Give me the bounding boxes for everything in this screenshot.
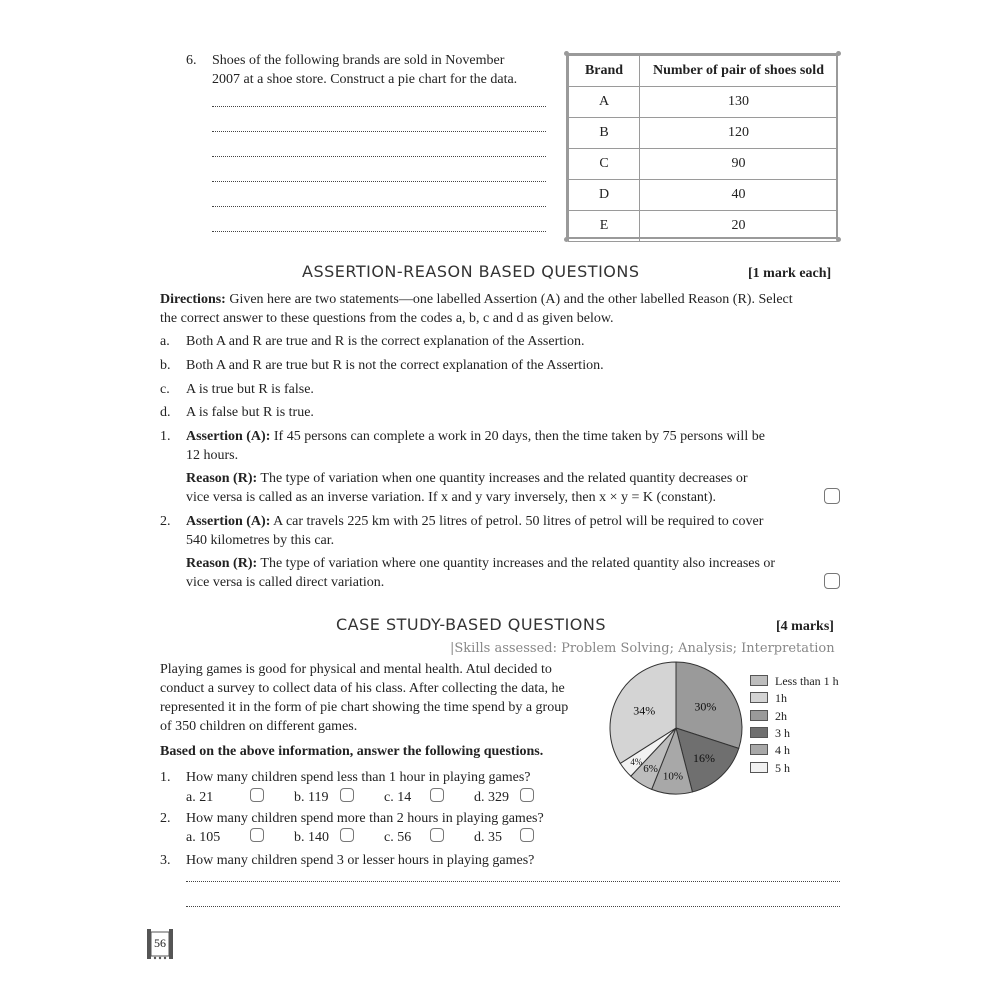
table-row [569,87,838,118]
code-text: A is false but R is true. [186,405,314,420]
table-cell: 90 [640,149,838,180]
question-number: 3. [160,853,171,868]
page-number: 56 [154,936,166,950]
section-title: ASSERTION-REASON BASED QUESTIONS [302,262,640,281]
reason-text: Reason (R): The type of variation when one quantity increases and the related quantity decreases or vice versa is called as an inverse variation. If x and y vary inversely, then x × y = K (constant). [186,471,748,505]
corner-dot [564,237,569,242]
marks-label: [4 marks] [776,619,834,634]
option-a-checkbox[interactable] [250,788,264,802]
table-header-row [569,56,838,87]
legend-swatch [750,727,768,738]
table-cell: A [569,87,640,118]
slice-label: 16% [693,750,716,765]
page-number-badge [146,928,174,960]
option-b-checkbox[interactable] [340,828,354,842]
reason-text: Reason (R): The type of variation where one quantity increases and the related quantity also increases or vice versa is called direct variation. [186,556,776,590]
corner-dot [836,237,841,242]
table-cell: D [569,180,640,211]
section-title: CASE STUDY-BASED QUESTIONS [336,615,607,634]
legend-swatch [750,744,768,755]
question-text: How many children spend 3 or lesser hours in playing games? [186,853,535,868]
option-d-checkbox[interactable] [520,788,534,802]
slice-label: 34% [633,703,656,718]
case-paragraph: Playing games is good for physical and mental health. Atul decided to conduct a survey to collect data of his class. After collecting the data, he represented it in the form of pie chart showing the time spend by a group of 350 children on different games. [160,662,569,734]
question-text: How many children spend more than 2 hours in playing games? [186,811,544,826]
option-a-checkbox[interactable] [250,828,264,842]
table-row [569,211,838,242]
code-text: Both A and R are true but R is not the correct explanation of the Assertion. [186,358,604,373]
slice-label: 6% [643,763,658,776]
code-option: a. [160,334,170,349]
marks-label: [1 mark each] [748,266,832,281]
answer-checkbox[interactable] [824,573,840,589]
question-text: How many children spend less than 1 hour in playing games? [186,770,531,785]
table-cell: 20 [640,211,838,242]
option-label: c. 14 [384,790,412,805]
option-b-checkbox[interactable] [340,788,354,802]
column-header: Brand [569,56,640,87]
answer-line[interactable] [212,181,546,182]
legend-swatch [750,675,768,686]
assertion-text: Assertion (A): If 45 persons can complete a work in 20 days, then the time taken by 75 persons will be 12 hours. [186,429,765,463]
slice-label: 30% [694,699,717,714]
legend-swatch [750,710,768,721]
table-cell: B [569,118,640,149]
answer-line[interactable] [212,231,546,232]
based-on-heading: Based on the above information, answer the following questions. [160,744,544,759]
shoes-table [568,55,838,242]
table-cell: 130 [640,87,838,118]
code-text: Both A and R are true and R is the correct explanation of the Assertion. [186,334,585,349]
table-cell: 40 [640,180,838,211]
question-number: 6. [186,53,197,68]
code-option: d. [160,405,171,420]
option-c-checkbox[interactable] [430,788,444,802]
question-number: 1. [160,429,171,444]
question-number: 1. [160,770,171,785]
answer-line[interactable] [186,881,840,882]
answer-checkbox[interactable] [824,488,840,504]
directions: Directions: Given here are two statements—one labelled Assertion (A) and the other labelled Reason (R). Select the correct answer to these questions from the codes a, b, c and d as given below. [160,292,793,326]
option-label: c. 56 [384,830,412,845]
assertion-text: Assertion (A): A car travels 225 km with 25 litres of petrol. 50 litres of petrol will be required to cover 540 kilometres by this car. [186,514,764,548]
table-cell: 120 [640,118,838,149]
code-option: c. [160,382,170,397]
option-label: d. 329 [474,790,509,805]
option-label: b. 119 [294,790,329,805]
table-row [569,118,838,149]
table-row [569,180,838,211]
answer-line[interactable] [212,206,546,207]
question-text: Shoes of the following brands are sold in November 2007 at a shoe store. Construct a pie chart for the data. [212,53,518,87]
corner-dot [836,51,841,56]
question-number: 2. [160,514,171,529]
slice-label: 4% [630,756,643,767]
legend-swatch [750,692,768,703]
legend-swatch [750,762,768,773]
table-row [569,149,838,180]
code-option: b. [160,358,171,373]
question-number: 2. [160,811,171,826]
option-d-checkbox[interactable] [520,828,534,842]
answer-line[interactable] [212,156,546,157]
corner-dot [564,51,569,56]
option-label: a. 105 [186,830,221,845]
code-text: A is true but R is false. [186,382,314,397]
answer-line[interactable] [186,906,840,907]
option-label: a. 21 [186,790,214,805]
answer-line[interactable] [212,106,546,107]
column-header: Number of pair of shoes sold [640,56,838,87]
pie-chart [608,660,744,796]
slice-label: 10% [662,770,684,783]
option-label: d. 35 [474,830,502,845]
option-label: b. 140 [294,830,329,845]
answer-line[interactable] [212,131,546,132]
table-cell: C [569,149,640,180]
skills-assessed: |Skills assessed: Problem Solving; Analysis; Interpretation [450,641,835,656]
table-cell: E [569,211,640,242]
option-c-checkbox[interactable] [430,828,444,842]
